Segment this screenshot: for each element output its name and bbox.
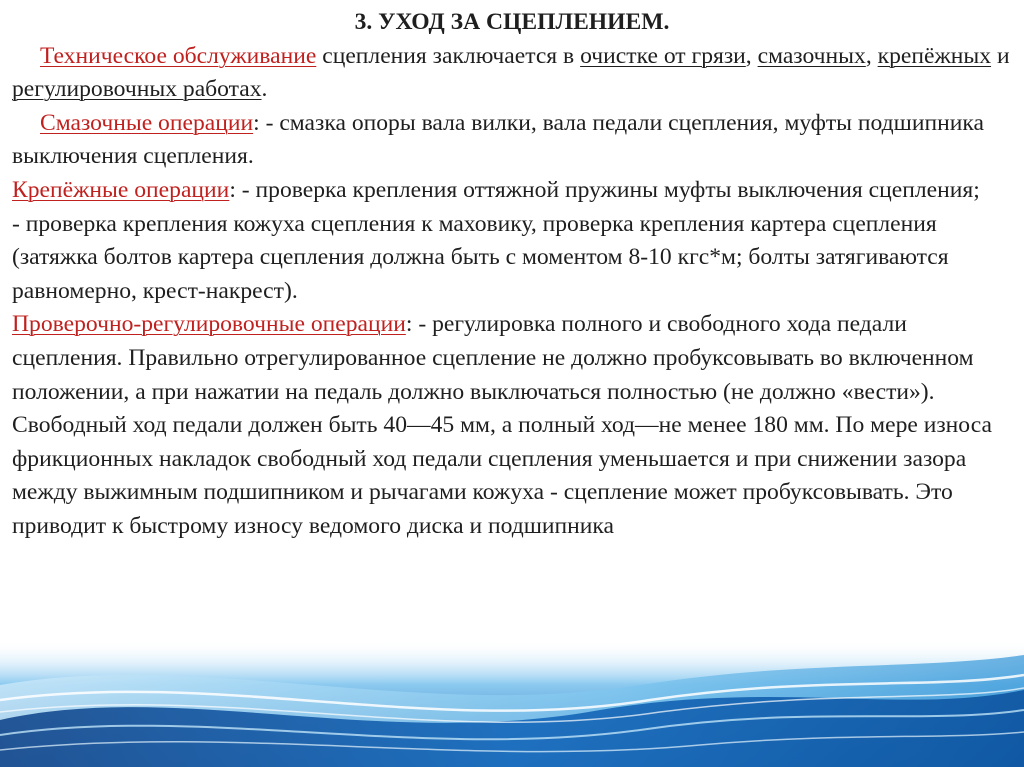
adjusting-paragraph bbox=[12, 308, 1012, 543]
slide-title: 3. УХОД ЗА СЦЕПЛЕНИЕМ. bbox=[354, 9, 670, 35]
separator-period: . bbox=[261, 76, 268, 103]
adjusting-text: : - регулировка полного и свободного хода педали сцепления. Правильно отрегулированное сцепление не должно пробуксовывать во включенном положении, а при нажатии на педаль должно выключаться полностью (не должно «вести»). Свободный ход педали должен быть 40—45 мм, а полный ход—не менее 180 мм. По мере износа фрикционных накладок свободный ход педали сцепления уменьшается и при снижении зазора между выжимным подшипником и рычагами кожуха - сцепление может пробуксовывать. Это приводит к быстрому износу ведомого диска и подшипника bbox=[12, 311, 992, 539]
fastening-text: : - проверка крепления оттяжной пружины муфты выключения сцепления; bbox=[229, 176, 980, 203]
maintenance-text-1: сцепления заключается в bbox=[316, 42, 581, 69]
separator-comma: , bbox=[865, 42, 878, 69]
separator-comma: , bbox=[745, 42, 758, 69]
fastening-term: Крепёжные операции bbox=[12, 176, 230, 203]
adjusting-link: регулировочных работах bbox=[12, 76, 262, 103]
lubrication-text: : - смазка опоры вала вилки, вала педали сцепления, муфты подшипника выключения сцепления. bbox=[12, 109, 984, 170]
slide-body bbox=[12, 6, 1012, 544]
decorative-wave-footer bbox=[0, 640, 1024, 767]
separator-and: и bbox=[991, 42, 1010, 69]
fastening-item-2: - проверка крепления кожуха сцепления к маховику, проверка крепления картера сцепления (затяжка болтов картера сцепления должна быть с моментом 8-10 кгс*м; болты затягиваются равномерно, крест-накрест). bbox=[12, 210, 949, 304]
lubrication-term: Смазочные операции bbox=[40, 109, 254, 136]
adjusting-term: Проверочно-регулировочные операции bbox=[12, 311, 406, 338]
maintenance-paragraph bbox=[12, 40, 1012, 107]
fastening-paragraph bbox=[12, 174, 1012, 208]
cleaning-link: очистке от грязи bbox=[580, 42, 746, 69]
lubrication-link: смазочных bbox=[757, 42, 866, 69]
maintenance-term: Техническое обслуживание bbox=[40, 42, 317, 69]
fastening-link: крепёжных bbox=[877, 42, 992, 69]
lubrication-paragraph bbox=[12, 107, 1012, 174]
